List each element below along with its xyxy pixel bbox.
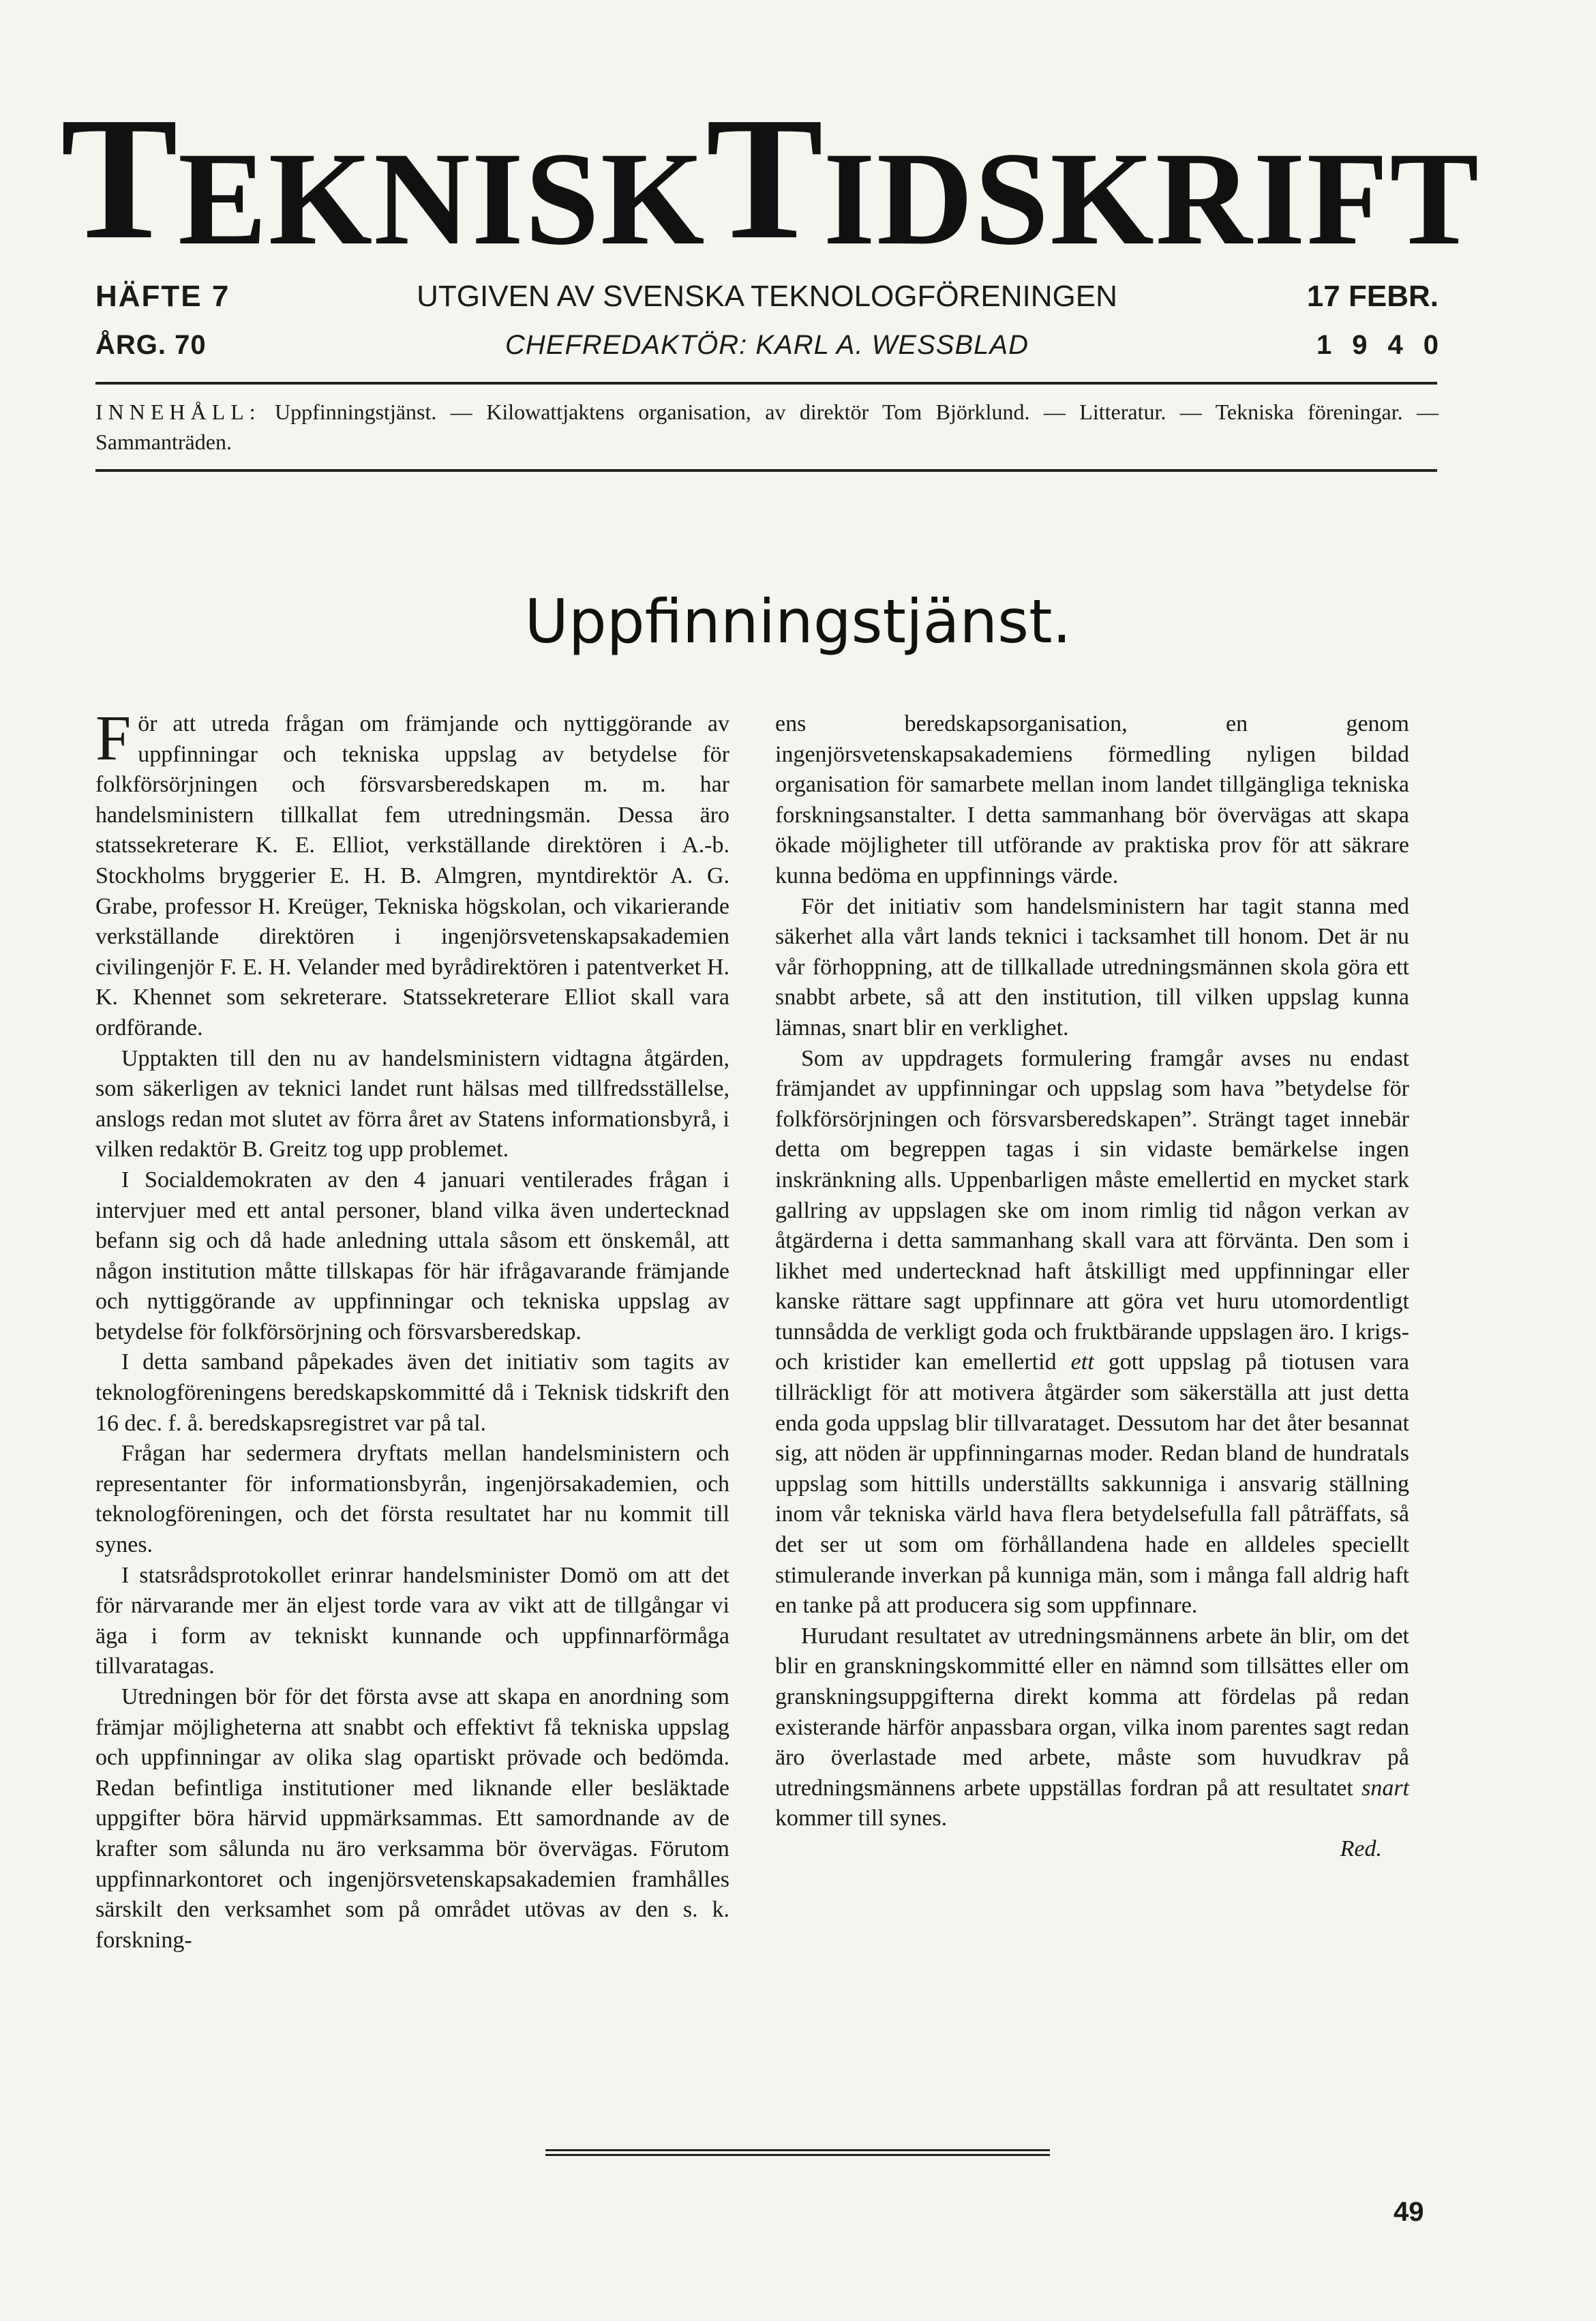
- paragraph: För det initiativ som handelsministern har tagit stanna med säkerhet alla vårt lands teknici i tacksamhet till honom. Det är nu vår förhoppning, att de tillkallade utredningsmännen skola göra ett snabbt arbete, så att den institution, till vilken uppslag kunna lämnas, snart blir en verklighet.: [775, 893, 1409, 1040]
- end-rule: [545, 2149, 1050, 2159]
- emphasis: snart: [1361, 1775, 1410, 1801]
- article-column-left: [95, 703, 729, 1956]
- volume-number: ÅRG. 70: [95, 330, 207, 360]
- paragraph: [95, 703, 729, 1044]
- paragraph: [775, 1044, 1409, 1621]
- paragraph: [775, 1621, 1409, 1834]
- issue-number: HÄFTE 7: [95, 280, 230, 313]
- paragraph: I Socialdemokraten av den 4 januari ventilerades frågan i intervjuer med ett antal personer, bland vilka även undertecknad befann sig och då hade anledning uttala såsom ett önskemål, att någon institution måtte tillskapas för här ifrågavarande främjande och nyttiggörande av uppfinningar och tekniska uppslag av betydelse för folkförsörjning och försvarsberedskap.: [95, 1167, 729, 1345]
- volume-info-row: [95, 330, 1459, 371]
- drop-cap: F: [95, 703, 132, 774]
- paragraph: I detta samband påpekades även det initiativ som tagits av teknologföreningens beredskapskommitté då i Teknisk tidskrift den 16 dec. f. å. beredskapsregistret var på tal.: [95, 1349, 729, 1436]
- masthead-initial-1: T: [60, 80, 178, 275]
- paragraph-text: gott uppslag på tiotusen vara tillräckligt för att motivera åtgärder som säkerställa att just detta enda goda uppslag blir tillvarataget. Dessutom har det åter besannat sig, att nöden är uppfinningarnas moder. Redan bland de hundratals uppslag som hittills underställts sakkunniga i ansvarig ställning inom vår tekniska värld hava flera betydelsefulla fall påträffats, så det ser ut som om förhållandena hade en alldeles speciellt stimulerande inverkan på kunniga män, som i många fall aldrig haft en tanke på att producera sig som uppfinnare.: [775, 1349, 1410, 1619]
- paragraph-text: Som av uppdragets formulering framgår avses nu endast främjandet av uppfinningar och uppslag som hava ”betydelse för folkförsörjningen och försvarsberedskapen”. Strängt taget innebär detta om begreppen tagas i sin vidaste bemärkelse ingen inskränkning alls. Uppenbarligen måste emellertid en mycket stark gallring av uppslagen ske om inom rimlig tid någon verkan av åtgärderna i detta sammanhang skall vara att förvänta. Den som i likhet med undertecknad haft åtskilligt med uppfinningar eller kanske rättare sagt uppfinnare att göra vet huru utomordentligt tunnsådda de verkligt goda och fruktbärande uppslagen äro. I krigs- och kristider kan emellertid: [775, 1045, 1409, 1375]
- table-of-contents: [95, 397, 1439, 457]
- issue-info-row: [95, 280, 1439, 320]
- paragraph: I statsrådsprotokollet erinrar handelsminister Domö om att det för närvarande mer än eljest torde vara av vikt att de tillgångar vi äga i form av tekniskt kunnande och uppfinnarförmåga tillvaratagas.: [95, 1562, 729, 1679]
- issue-date: 17 FEBR.: [1306, 280, 1439, 313]
- publisher: UTGIVEN AV SVENSKA TEKNOLOGFÖRENINGEN: [417, 280, 1117, 313]
- emphasis: ett: [1070, 1349, 1094, 1375]
- paragraph: Utredningen bör för det första avse att skapa en anordning som främjar möjligheterna att snabbt och effektivt få tekniska uppslag och uppfinningar av olika slag opartiskt prövade och bedömda. Redan befintliga institutioner med liknande eller besläktade uppgifter böra härvid uppmärksammas. Ett samordnande av de krafter som sålunda nu äro verksamma bör övervägas. Förutom uppfinnarkontoret och ingenjörsvetenskapsakademien framhålles särskilt den verksamhet som på området utövas av den s. k. forskning-: [95, 1684, 729, 1953]
- contents-text: Uppfinningstjänst. — Kilowattjaktens organisation, av direktör Tom Björklund. — Litteratur. — Tekniska föreningar. — Sammanträden.: [95, 400, 1439, 454]
- signature: Red.: [1340, 1836, 1382, 1861]
- paragraph-text: kommer till synes.: [775, 1806, 948, 1831]
- contents-label: INNEHÅLL:: [95, 400, 261, 424]
- issue-year: 1940: [1316, 330, 1459, 360]
- paragraph: Upptakten till den nu av handelsministern vidtagna åtgärden, som säkerligen av teknici landet runt hälsas med tillfredsställelse, anslogs redan mot slutet av förra året av Statens informationsbyrå, i vilken redaktör B. Greitz tog upp problemet.: [95, 1045, 729, 1163]
- masthead-word-1: EKNISK: [177, 125, 706, 273]
- masthead-initial-2: T: [706, 80, 824, 275]
- paragraph-text: Hurudant resultatet av utredningsmännens arbete än blir, om det blir en granskningskommitté eller en nämnd som tillsättes eller om granskningsuppgifterna direkt komma att fördelas på redan existerande härför anpassbara organ, vilka inom parentes sagt redan äro överlastade med arbete, måste som huvudkrav på utredningsmännens arbete uppställas fordran på att resultatet: [775, 1623, 1409, 1801]
- page-number: 49: [1394, 2197, 1424, 2227]
- article-title: Uppfinningstjänst.: [524, 586, 1072, 657]
- paragraph: Frågan har sedermera dryftats mellan handelsministern och representanter för informationsbyrån, ingenjörsakademien, och teknologföreningen, och det första resultatet har nu kommit till synes.: [95, 1441, 729, 1558]
- divider-rule: [95, 469, 1437, 472]
- paragraph-text: ör att utreda frågan om främjande och nyttiggörande av uppfinningar och tekniska uppslag av betydelse för folkförsörjningen och försvarsberedskapen m. m. har handelsministern tillkallat fem utredningsmän. Dessa äro statssekreterare K. E. Elliot, verkställande direktören i A.-b. Stockholms bryggerier E. H. B. Almgren, myntdirektör A. G. Grabe, professor H. Kreüger, Tekniska högskolan, och vikarierande verkställande direktören i ingenjörsvetenskapsakademien civilingenjör F. E. H. Velander med byrådirektören i patentverket H. K. Khennet som sekreterare. Statssekreterare Elliot skall vara ordförande.: [95, 711, 729, 1040]
- masthead-word-2: IDSKRIFT: [823, 125, 1481, 273]
- masthead-title: [60, 80, 1481, 275]
- paragraph: ens beredskapsorganisation, en genom ingenjörsvetenskapsakademiens förmedling nyligen bildad organisation för samarbete mellan inom landet tillgängliga tekniska forskningsanstalter. I detta sammanhang bör övervägas att skapa ökade möjligheter till utförande av praktiska prov för att säkrare kunna bedöma en uppfinnings värde.: [775, 711, 1409, 888]
- article-column-right: [775, 709, 1409, 1865]
- divider-rule: [95, 382, 1437, 385]
- editor-in-chief: CHEFREDAKTÖR: KARL A. WESSBLAD: [505, 330, 1029, 360]
